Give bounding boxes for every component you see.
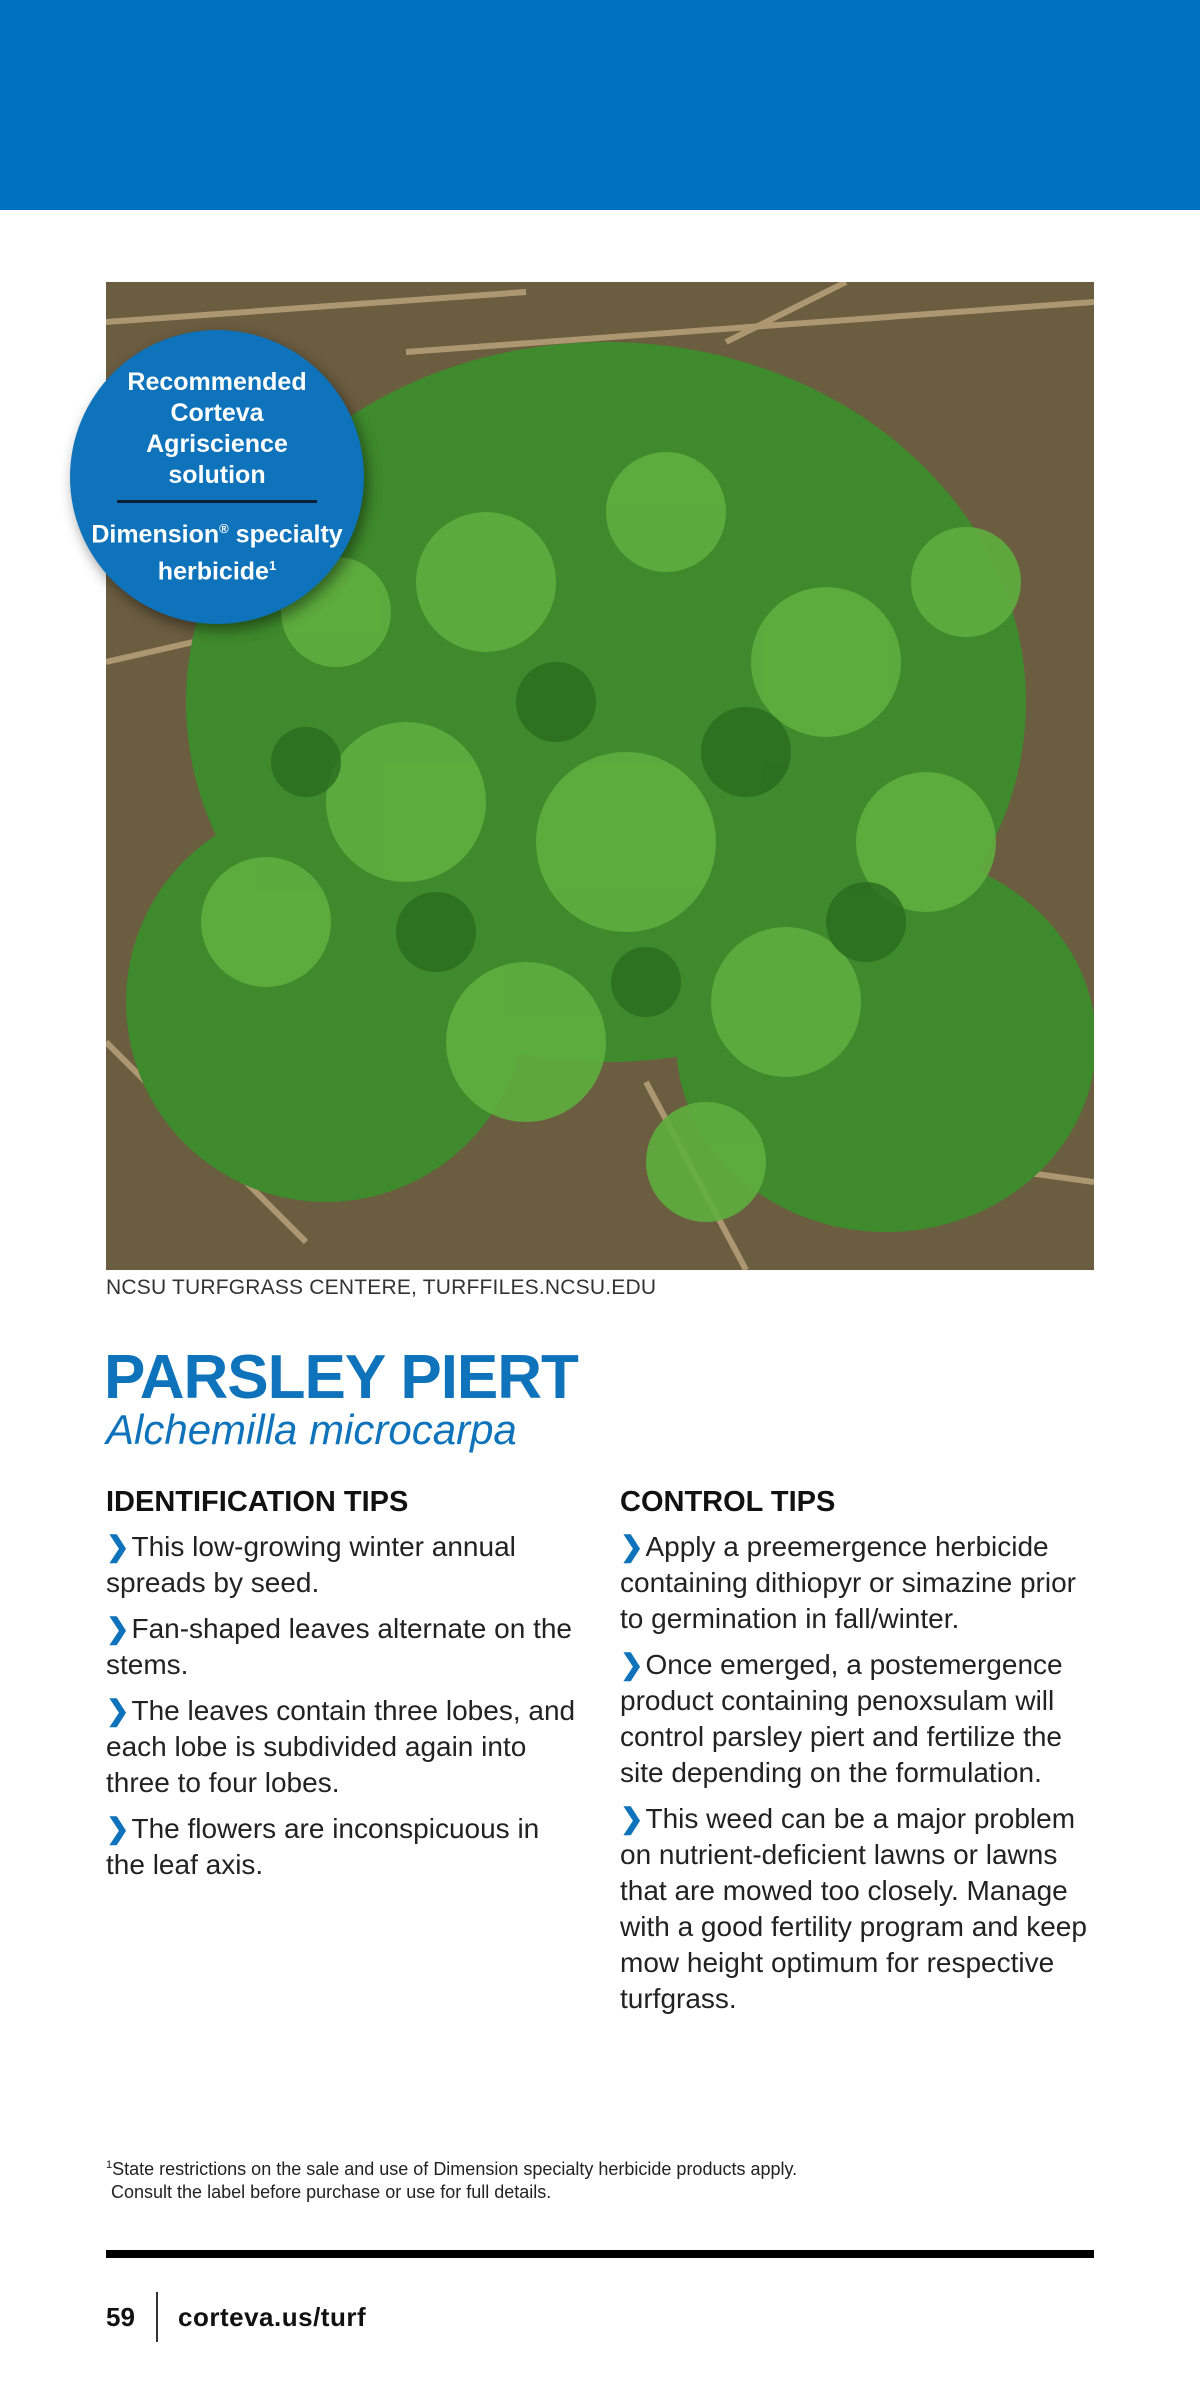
chevron-right-icon: ❯ bbox=[106, 1695, 130, 1726]
control-tip: ❯This weed can be a major problem on nutrient-deficient lawns or lawns that are mowed too closely. Manage with a good fertility program and keep mow height optimum for respective turfgrass. bbox=[620, 1803, 1087, 2014]
identification-tip: ❯This low-growing winter annual spreads by seed. bbox=[106, 1531, 516, 1598]
identification-tips-section bbox=[106, 1486, 576, 1893]
footnote-line-2: Consult the label before purchase or use for full details. bbox=[111, 2182, 552, 2202]
footnote-line-1: $^1$State restrictions on the sale and use of Dimension specialty herbicide products apply. bbox=[106, 2159, 798, 2179]
chevron-right-icon: ❯ bbox=[106, 1531, 130, 1562]
control-heading: CONTROL TIPS bbox=[620, 1486, 836, 1518]
footnote bbox=[106, 2154, 1106, 2204]
footer-site-link[interactable]: corteva.us/turf bbox=[178, 2302, 367, 2332]
chevron-right-icon: ❯ bbox=[106, 1813, 130, 1844]
control-tip: ❯Once emerged, a postemergence product containing penoxsulam will control parsley piert and fertilize the site depending on the formulation. bbox=[620, 1649, 1063, 1788]
identification-tip: ❯The leaves contain three lobes, and each lobe is subdivided again into three to four lobes. bbox=[106, 1695, 576, 1798]
footer-rule bbox=[106, 2250, 1094, 2258]
badge-heading: Recommended Corteva Agriscience solution bbox=[127, 367, 307, 489]
footer-divider bbox=[156, 2292, 158, 2342]
chevron-right-icon: ❯ bbox=[620, 1649, 644, 1680]
control-tip: ❯Apply a preemergence herbicide containing dithiopyr or simazine prior to germination in fall/winter. bbox=[620, 1531, 1076, 1634]
badge-product: Dimension® specialty herbicide$^1$ bbox=[91, 520, 343, 586]
identification-tip: ❯The flowers are inconspicuous in the leaf axis. bbox=[106, 1813, 540, 1880]
identification-tip: ❯Fan-shaped leaves alternate on the stems. bbox=[106, 1613, 572, 1680]
badge-divider bbox=[117, 500, 317, 503]
chevron-right-icon: ❯ bbox=[620, 1803, 644, 1834]
chevron-right-icon: ❯ bbox=[106, 1613, 130, 1644]
control-tips-section bbox=[620, 1486, 1100, 2027]
scientific-name: Alchemilla microcarpa bbox=[106, 1406, 517, 1453]
page-title: PARSLEY PIERT bbox=[104, 1343, 578, 1412]
identification-heading: IDENTIFICATION TIPS bbox=[106, 1486, 409, 1518]
recommended-solution-badge bbox=[70, 330, 364, 624]
chevron-right-icon: ❯ bbox=[620, 1531, 644, 1562]
header-band bbox=[0, 0, 1200, 210]
photo-credit: NCSU TURFGRASS CENTERE, TURFFILES.NCSU.EDU bbox=[106, 1276, 657, 1299]
page-number: 59 bbox=[106, 2302, 135, 2332]
